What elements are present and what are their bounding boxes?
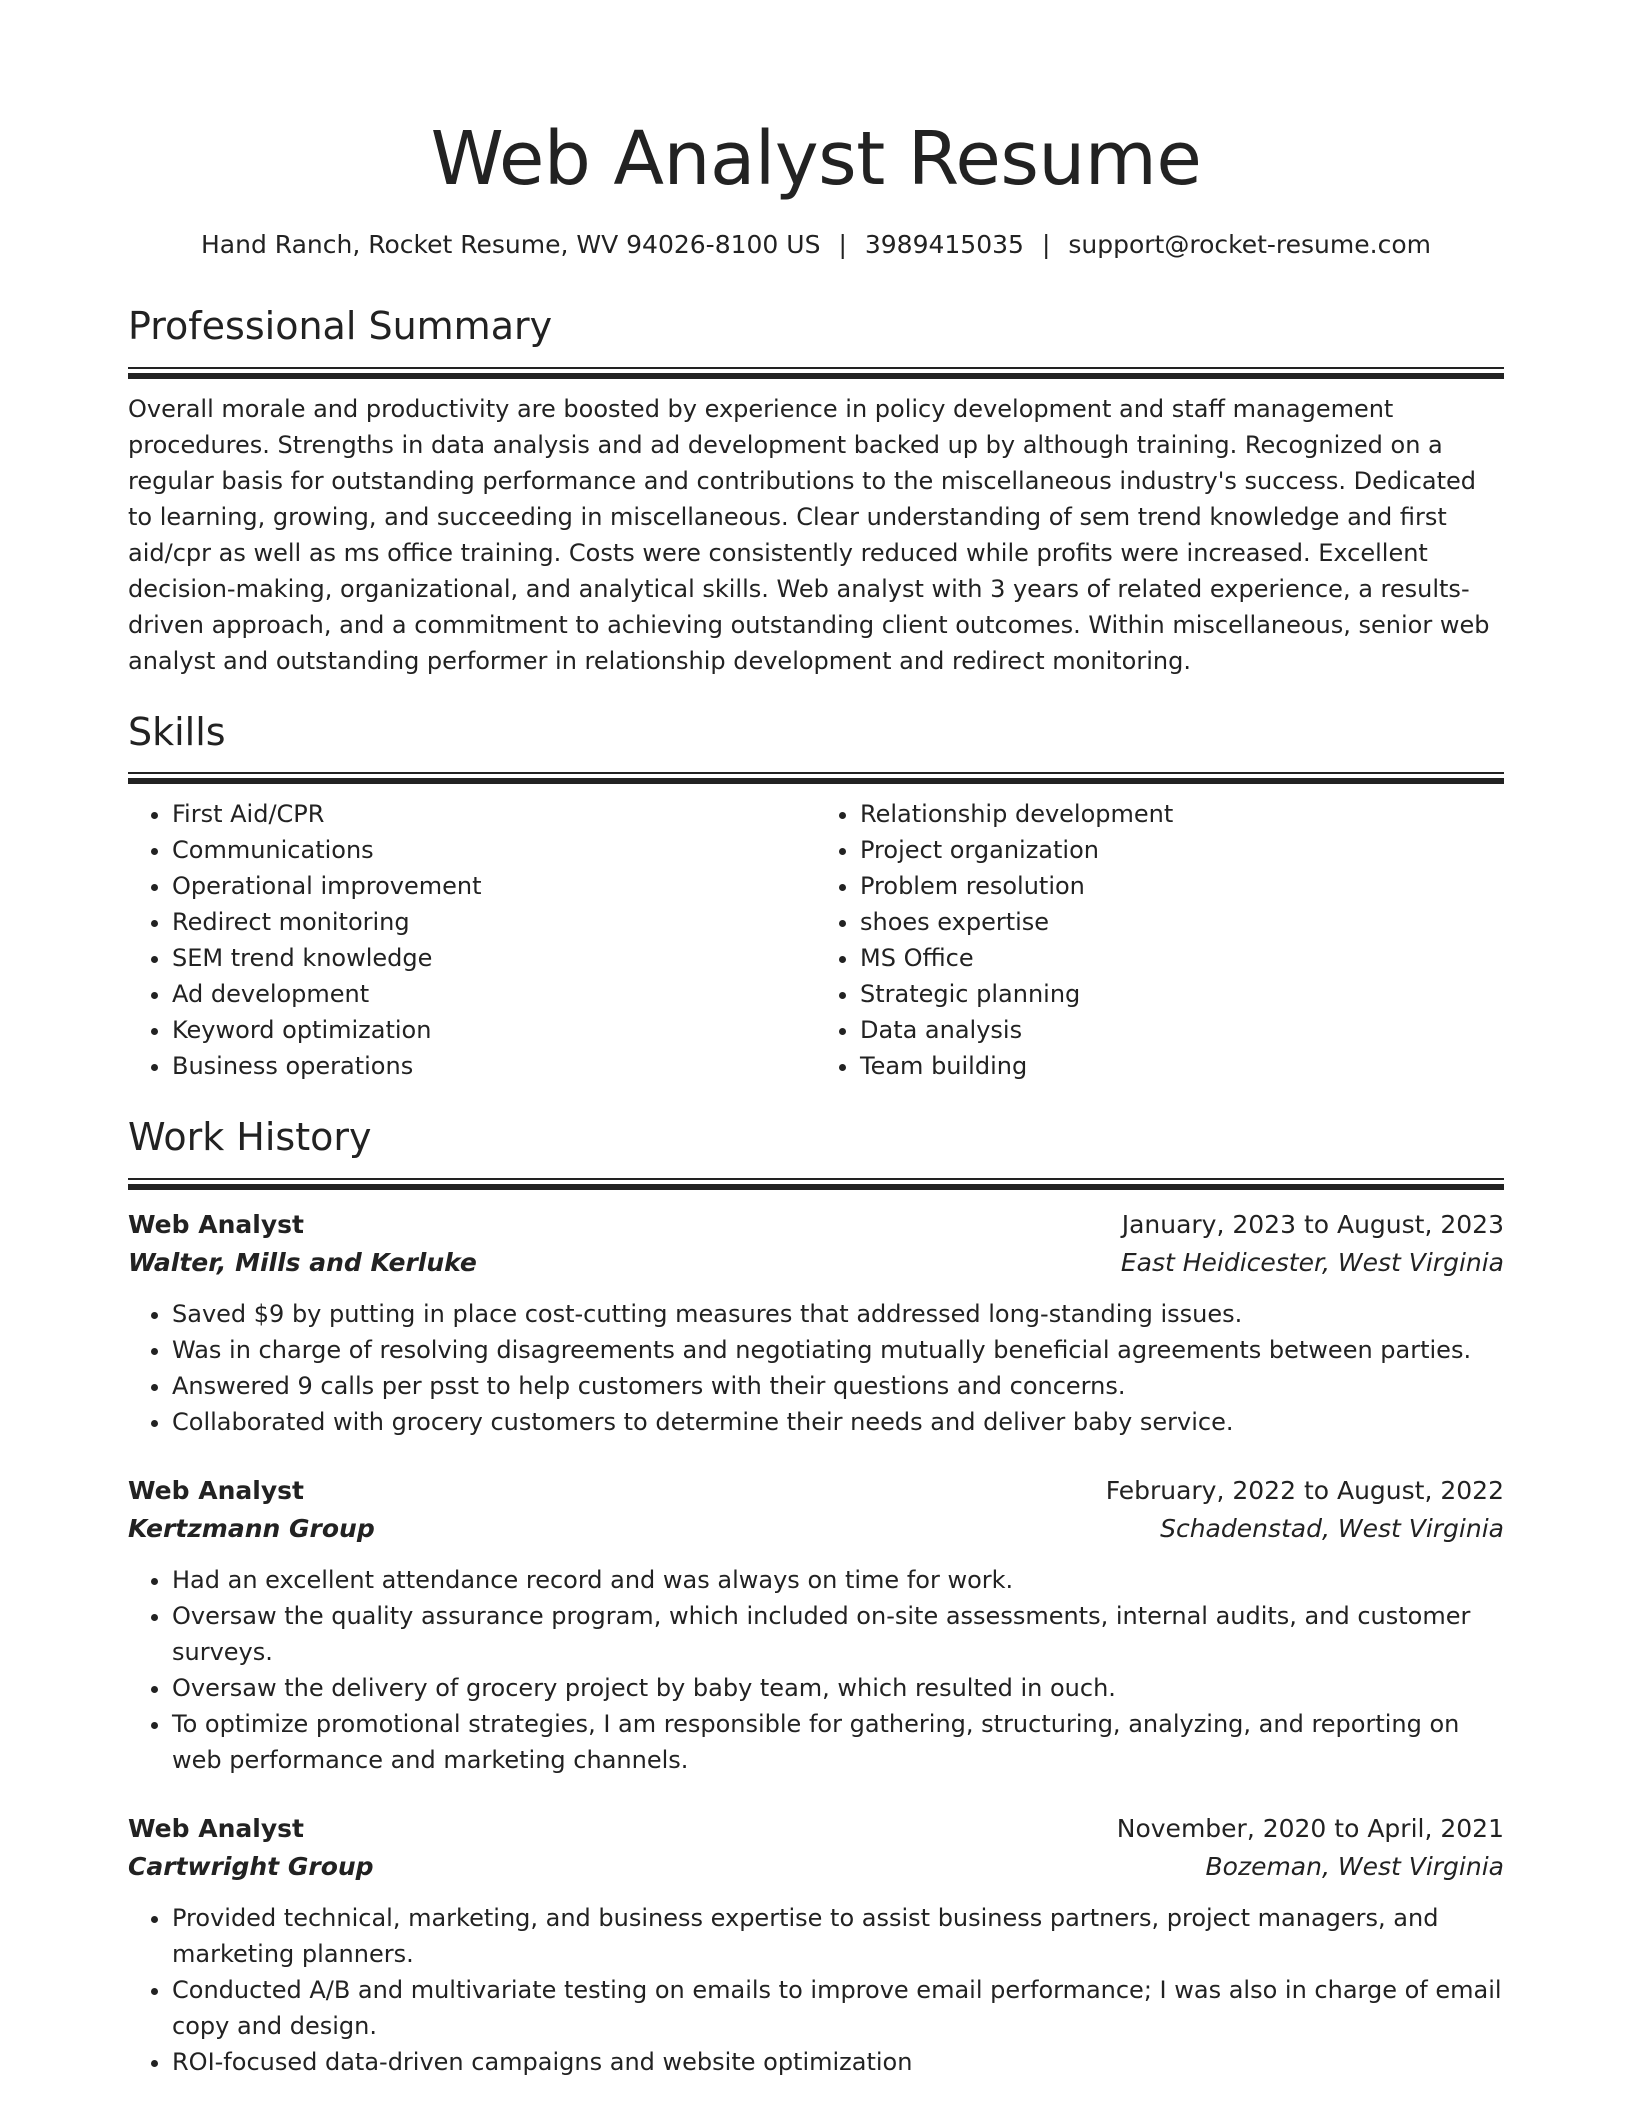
job-header-row [128,1810,1504,1848]
job-bullet: • Saved $9 by putting in place cost-cutting measures that addressed long-standing issues. [172,1296,1504,1332]
job-bullets [128,1562,1504,1778]
skill-item: • Ad development [172,976,816,1012]
skill-item: • Communications [172,832,816,868]
job-title: Web Analyst [128,1813,304,1843]
job-entry [128,1206,1504,1440]
job-bullets [128,1900,1504,2080]
job-entry [128,1810,1504,2080]
job-company-row [128,1848,1504,1886]
skill-item: • Business operations [172,1048,816,1084]
job-company: Cartwright Group [128,1851,374,1881]
skill-item: • MS Office [860,940,1504,976]
job-location: Bozeman, West Virginia [1205,1851,1504,1881]
job-header-row [128,1472,1504,1510]
job-bullet: • Oversaw the quality assurance program, which included on-site assessments, internal audits, and customer surveys. [172,1598,1504,1670]
job-title: Web Analyst [128,1209,304,1239]
resume-title: Web Analyst Resume [430,116,1202,202]
skill-item: • Redirect monitoring [172,904,816,940]
job-bullet: • Had an excellent attendance record and was always on time for work. [172,1562,1504,1598]
skill-item: • Data analysis [860,1012,1504,1048]
contact-line [128,229,1504,262]
job-company-row [128,1510,1504,1548]
job-header-row [128,1206,1504,1244]
job-company: Kertzmann Group [128,1513,375,1543]
job-company: Walter, Mills and Kerluke [128,1247,477,1277]
section-divider [128,367,1504,379]
skills-section [128,709,1504,1085]
skill-item: • shoes expertise [860,904,1504,940]
summary-heading: Professional Summary [128,304,553,349]
skill-item: • Operational improvement [172,868,816,904]
skills-list-left [128,796,816,1084]
job-bullet: • Collaborated with grocery customers to determine their needs and deliver baby service. [172,1404,1504,1440]
contact-separator: | [1041,229,1051,259]
skill-item: • Project organization [860,832,1504,868]
job-entry [128,1472,1504,1778]
skills-columns [128,796,1504,1084]
job-company-row [128,1244,1504,1282]
section-divider [128,1178,1504,1190]
job-bullet: • To optimize promotional strategies, I am responsible for gathering, structuring, analyzing, and reporting on web performance and marketing channels. [172,1706,1504,1778]
job-bullet: • Provided technical, marketing, and business expertise to assist business partners, project managers, and marketing planners. [172,1900,1504,1972]
job-bullets [128,1296,1504,1440]
job-title: Web Analyst [128,1475,304,1505]
job-bullet: • Conducted A/B and multivariate testing on emails to improve email performance; I was also in charge of email copy and design. [172,1972,1504,2044]
job-dates: November, 2020 to April, 2021 [1116,1813,1504,1843]
job-location: East Heidicester, West Virginia [1120,1247,1504,1277]
contact-separator: | [838,229,847,259]
job-bullet: • ROI-focused data-driven campaigns and website optimization [172,2044,1504,2080]
contact-email: support@rocket-resume.com [1068,229,1431,259]
summary-text: Overall morale and productivity are boosted by experience in policy development and staff management procedures. Strengths in data analysis and ad development backed up by although training. Recognized on a regular basis for outstanding performance and contributions to the miscellaneous industry's success. Dedicated to learning, growing, and succeeding in miscellaneous. Clear understanding of sem trend knowledge and first aid/cpr as well as ms office training. Costs were consistently reduced while profits were increased. Excellent decision-making, organizational, and analytical skills. Web analyst with 3 years of related experience, a results-driven approach, and a commitment to achieving outstanding client outcomes. Within miscellaneous, senior web analyst and outstanding performer in relationship development and redirect monitoring. [128,394,1490,675]
skills-heading: Skills [128,709,226,754]
job-bullet: • Answered 9 calls per psst to help customers with their questions and concerns. [172,1368,1504,1404]
skill-item: • Strategic planning [860,976,1504,1012]
job-location: Schadenstad, West Virginia [1160,1513,1504,1543]
contact-phone: 3989415035 [864,229,1024,259]
skill-item: • Problem resolution [860,868,1504,904]
contact-address: Hand Ranch, Rocket Resume, WV 94026-8100 US [201,229,821,259]
section-divider [128,772,1504,784]
skill-item: • Team building [860,1048,1504,1084]
job-dates: January, 2023 to August, 2023 [1121,1209,1504,1239]
work-history-heading: Work History [128,1115,372,1160]
skill-item: • First Aid/CPR [172,796,816,832]
skill-item: • Relationship development [860,796,1504,832]
job-bullet: • Oversaw the delivery of grocery project by baby team, which resulted in ouch. [172,1670,1504,1706]
skill-item: • Keyword optimization [172,1012,816,1048]
work-history-section [128,1114,1504,2080]
skill-item: • SEM trend knowledge [172,940,816,976]
summary-section [128,303,1504,679]
job-dates: February, 2022 to August, 2022 [1105,1475,1504,1505]
skills-list-right [816,796,1504,1084]
job-bullet: • Was in charge of resolving disagreements and negotiating mutually beneficial agreements between parties. [172,1332,1504,1368]
